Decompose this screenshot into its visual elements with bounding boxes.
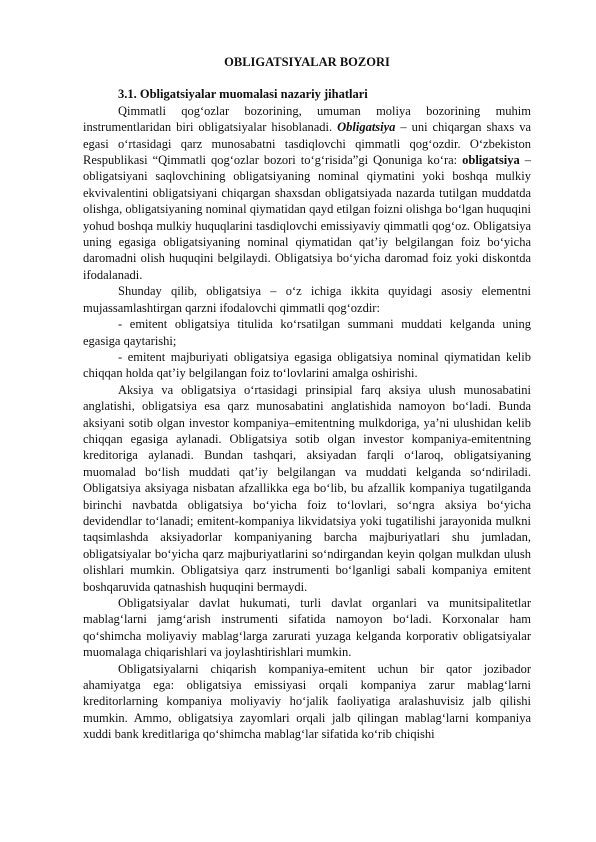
document-page	[83, 54, 531, 743]
list-item-element-2: - emitent majburiyati obligatsiya egasiga obligatsiya nominal qiymatidan kelib chiqqan holda qat’iy belgilangan foiz to‘lovlarini amalga oshirishi.	[83, 349, 531, 381]
document-title: OBLIGATSIYALAR BOZORI	[224, 55, 390, 69]
paragraph-obligatsiya-definition	[83, 103, 531, 283]
paragraph-issuers: Obligatsiyalar davlat hukumati, turli davlat organlari va munitsipalitetlar mablag‘larni jamg‘arish instrumenti sifatida namoyon bo‘ladi. Korxonalar ham qo‘shimcha moliyaviy mablag‘larga zarurati yuzaga kelganda korporativ obligatsiyalar muomalaga chiqarishlari va joylashtirishlari mumkin.	[83, 596, 531, 660]
paragraph-text: – uni chiqargan shaxs va egasi o‘rtasidagi qarz munosabatni tasdiqlovchi qimmatli qog‘ozdir. O‘zbekiston Respublikasi “Qimmatli qog‘ozlar bozori to‘g‘risida”gi Qonuniga ko‘ra:	[83, 120, 531, 168]
paragraph-issuing-benefits: Obligatsiyalarni chiqarish kompaniya-emitent uchun bir qator jozibador ahamiyatga ega: obligatsiya emissiyasi orqali kompaniya zarur mablag‘larni kreditorlarning kompaniya moliyaviy ho‘jalik faoliyatiga aralashuvisiz jalb qilishi mumkin. Ammo, obligatsiya zayomlari orqali jalb qilingan mablag‘larni kompaniya xuddi bank kreditlariga qo‘shimcha mablag‘lar sifatida ko‘rib chiqishi	[83, 661, 531, 742]
term-obligatsiya-law: obligatsiya	[462, 153, 520, 168]
list-item-element-1: - emitent obligatsiya titulida ko‘rsatilgan summani muddati kelganda uning egasiga qaytarishi;	[83, 317, 531, 348]
paragraph-text: Qimmatli qog‘ozlar bozorining, umuman moliya bozorining muhim instrumentlaridan biri obligatsiyalar hisoblanadi.	[83, 103, 531, 135]
paragraph-text: – obligatsiyani saqlovchining obligatsiyaning nominal qiymatini yoki boshqa mulkiy ekvivalentini obligatsiyani chiqargan shaxsdan obligatsiyada nazarda tutilgan muddatda olishga, obligatsiyaning nominal qiymatidan qayd etilgan foizni olishga bo‘lgan huquqini yohud boshqa mulkiy huquqlarini tasdiqlovchi emissiyaviy qimmatli qog‘oz. Obligatsiya uning egasiga obligatsiyaning nominal qiymatidan qat’iy belgilangan foiz bo‘yicha daromadni olish huquqini belgilaydi. Obligatsiya bo‘yicha daromad foiz yoki diskontda ifodalanadi.	[83, 153, 531, 282]
section-heading: 3.1. Obligatsiyalar muomalasi nazariy jihatlari	[118, 87, 368, 102]
paragraph-elements-intro: Shunday qilib, obligatsiya – o‘z ichiga ikkita quyidagi asosiy elementni mujassamlashtirgan qarzni ifodalovchi qimmatli qog‘ozdir:	[83, 284, 531, 315]
term-obligatsiya: Obligatsiya	[337, 120, 396, 135]
paragraph-aksiya-vs-obligatsiya: Aksiya va obligatsiya o‘rtasidagi prinsipial farq aksiya ulush munosabatini anglatishi, obligatsiya esa qarz munosabatini anglatishida namoyon bo‘ladi. Bunda aksiyani sotib olgan investor kompaniya–emitentning mulkdoriga, ya’ni ulushidan kelib chiqqan egasiga aylanadi. Obligatsiya sotib olgan investor kompaniya-emitentning kreditoriga aylanadi. Bundan tashqari, aksiyadan farqli o‘laroq, obligatsiyaning muomalad bo‘lish muddati qat’iy belgilangan va muddati kelganda so‘ndiriladi. Obligatsiya aksiyaga nisbatan afzallikka ega bo‘lib, bu afzallik kompaniya tugatilganda birinchi navbatda obligatsiya bo‘yicha foiz to‘lovlari, so‘ngra aksiya bo‘yicha devidendlar to‘lanadi; emitent-kompaniya likvidatsiya yoki tugatilishi jarayonida mulkni taqsimlashda aksiyadorlar kompaniyaning barcha majburiyatlari shu jumladan, obligatsiyalar bo‘yicha qarz majburiyatlarini so‘ndirgandan keyin qolgan mulkdan ulush olishlari mumkin. Obligatsiya qarz instrumenti bo‘lganligi sabali kompaniya emitent boshqaruvida qatnashish huquqini bermaydi.	[83, 382, 531, 594]
